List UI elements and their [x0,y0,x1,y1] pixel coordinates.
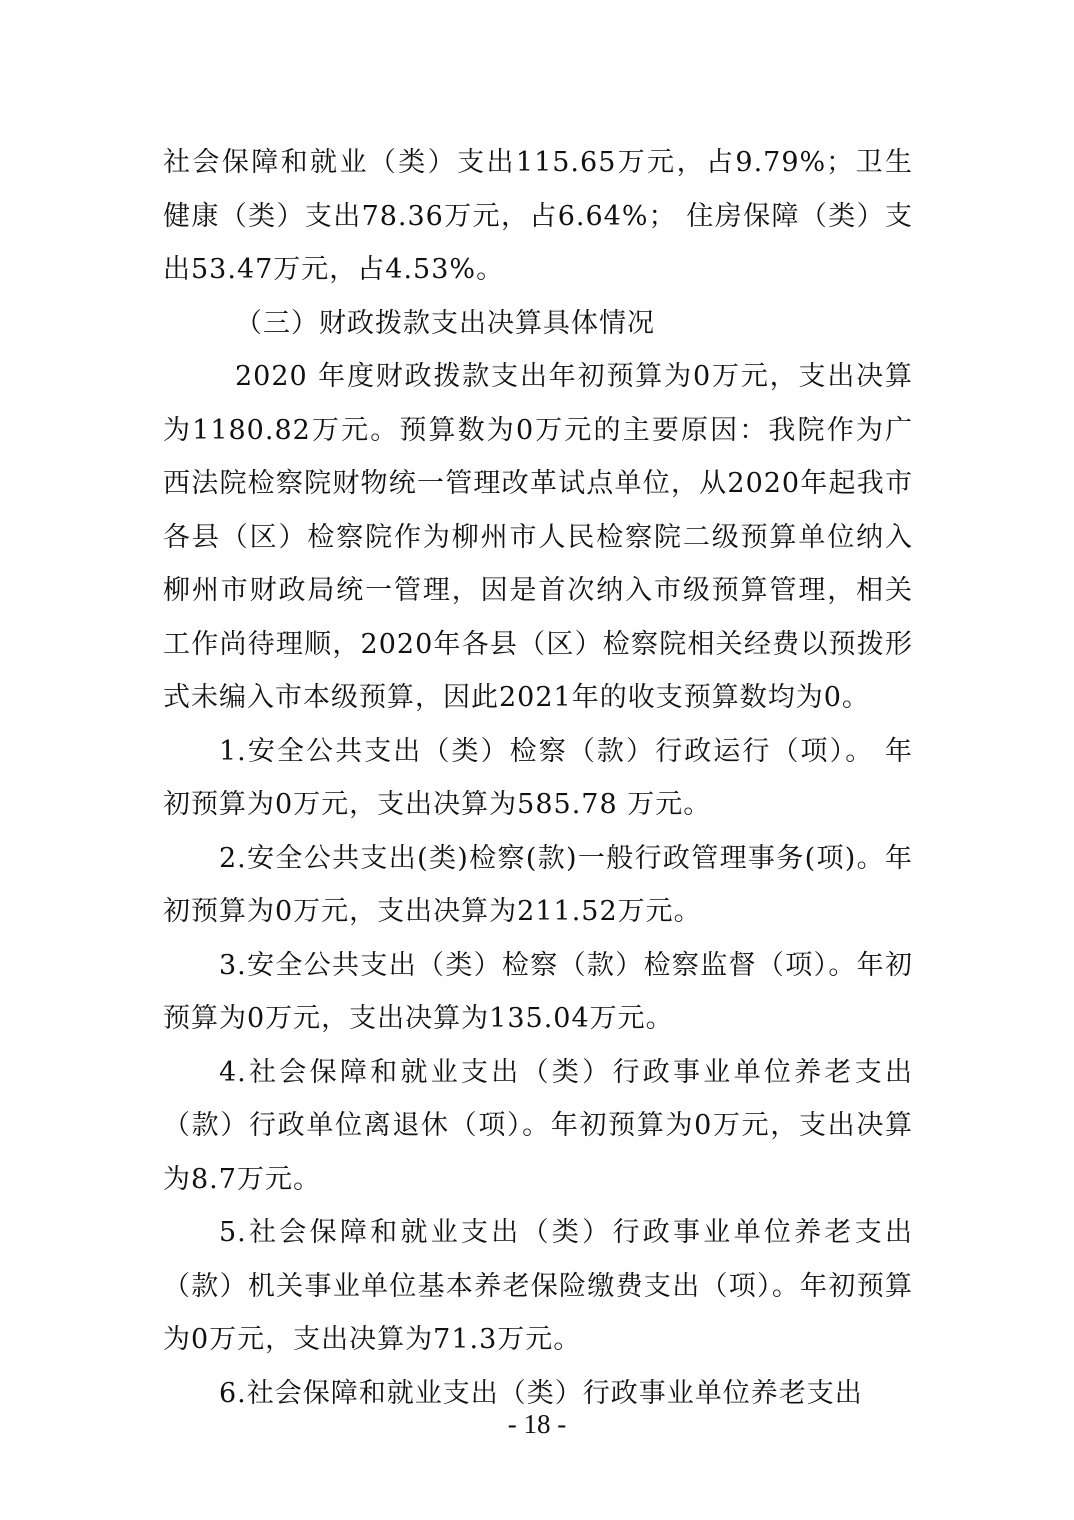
page-number: - 18 - [507,1409,567,1439]
list-item-5: 5.社会保障和就业支出（类）行政事业单位养老支出（款）机关事业单位基本养老保险缴费支出（项）。年初预算为0万元，支出决算为71.3万元。 [163,1217,913,1355]
list-item-2: 2.安全公共支出(类)检察(款)一般行政管理事务(项)。年初预算为0万元，支出决算为211.52万元。 [163,842,913,927]
paragraph-budget-overview: 2020 年度财政拨款支出年初预算为0万元，支出决算为1180.82万元。预算数为0万元的主要原因：我院作为广西法院检察院财物统一管理改革试点单位，从2020年起我市各县（区）检察院作为柳州市人民检察院二级预算单位纳入柳州市财政局统一管理，因是首次纳入市级预算管理，相关工作尚待理顺，2020年各县（区）检察院相关经费以预拨形式未编入市本级预算，因此2021年的收支预算数均为0。 [163,361,913,713]
paragraph-expenditure-shares: 社会保障和就业（类）支出115.65万元，占9.79%；卫生健康（类）支出78.36万元，占6.64%； 住房保障（类）支出53.47万元，占4.53%。 [163,147,913,285]
list-item-1: 1.安全公共支出（类）检察（款）行政运行（项）。 年初预算为0万元，支出决算为585.78 万元。 [163,735,913,820]
list-item-6: 6.社会保障和就业支出（类）行政事业单位养老支出 [219,1377,863,1409]
document-body [163,136,913,1420]
list-item-4: 4.社会保障和就业支出（类）行政事业单位养老支出（款）行政单位离退休（项）。年初预算为0万元，支出决算为8.7万元。 [163,1056,913,1195]
list-item-3: 3.安全公共支出（类）检察（款）检察监督（项）。年初预算为0万元，支出决算为135.04万元。 [163,949,913,1034]
section-heading: （三）财政拨款支出决算具体情况 [235,307,655,339]
